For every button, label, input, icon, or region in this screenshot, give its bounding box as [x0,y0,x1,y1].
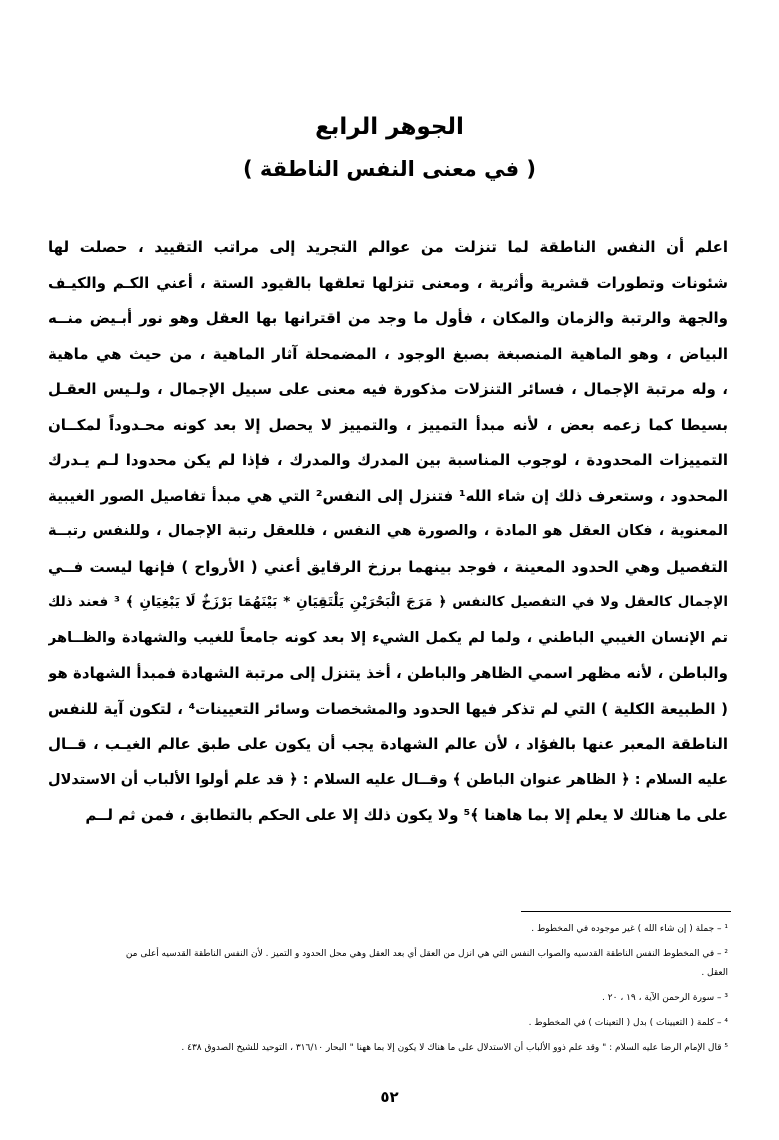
footnote-3: ³ – سورة الرحمن الآية ، ١٩ ، ٢٠ . [602,993,728,1003]
body-line: البياض ، وهو الماهية المنصبغة بصبغ الوجود ، المضمحلة آثار الماهية ، من حيث هي ماهية [48,344,728,363]
body-line: التمييزات المحدودة ، لوجوب المناسبة بين المدرك والمدرك ، فإذا لم يكن محدودا لـم يـدرك [48,451,728,469]
footnotes [48,920,728,1058]
page-number: ٥٢ [380,1088,399,1106]
footnote-2: ² – في المخطوط النفس الناطقة القدسيه والصواب النفس التي هي انزل من العقل أي بعد العقل وهي محل الحدود و التميز . لأن النفس الناطقة القدسيه أعلى من [125,949,728,959]
footnote-5: ⁵ قال الإمام الرضا عليه السلام : " وقد علم ذوو الألباب أن الاستدلال على ما هناك لا يكون إلا بما ههنا " البحار ٣١٦/١٠ ، التوحيد للشيخ الصدوق ٤٣٨ . [181,1043,728,1053]
footnote-divider [521,911,731,912]
body-line: بسيطا كما زعمه بعض ، لأنه مبدأ التمييز ، والتمييز لا يحصل إلا بعد كونه محـدوداً لمكــان [48,415,728,434]
body-line: تم الإنسان الغيبي الباطني ، ولما لم يكمل الشيء إلا بعد كونه جامعاً للغيب والشهادة والظــاهر [48,629,728,646]
body-line: المحدود ، وستعرف ذلك إن شاء الله¹ فتنزل إلى النفس² التي هي مبدأ تفاصيل الصور الغيبية [48,486,728,505]
body-line-quran-verse: الإجمال كالعقل ولا في التفصيل كالنفس ﴿ مَرَجَ الْبَحْرَيْنِ يَلْتَقِيَانِ * بَيْنَهُمَا بَرْزَخٌ لَا يَبْغِيَانِ ﴾ ³ فعند ذلك [48,594,728,610]
body-line: اعلم أن النفس الناطقة لما تنزلت من عوالم التجريد إلى مراتب التقييد ، حصلت لها [48,238,728,256]
body-line: ( الطبيعة الكلية ) التي لم تذكر فيها الحدود والمشخصات وسائر التعيينات⁴ ، لتكون آية للنفس [48,699,728,718]
body-line: ، وله مرتبة الإجمال ، فسائر التنزلات مذكورة فيه معنى على سبيل الإجمال ، ولـيس العقـل [48,380,728,398]
footnote-2-continued: العقل . [701,968,728,978]
chapter-title: الجوهر الرابع [315,114,464,140]
body-line: التفصيل وهي الحدود المعينة ، فوجد بينهما برزخ الرقايق أعني ( الأرواح ) فإنها ليست فــي [48,557,728,576]
body-line: والباطن ، لأنه مظهر اسمي الظاهر والباطن ، أخذ يتنزل إلى مرتبة الشهادة فمبدأ الشهادة هو [48,664,728,682]
footnote-1: ¹ – جملة ( إن شاء الله ) غير موجوده في المخطوط . [531,924,728,934]
body-line: شئونات وتطورات قشرية وأثرية ، ومعنى تنزلها تعلقها بالقيود الستة ، أعني الكـم والكيـف [48,273,728,292]
footnote-4: ⁴ – كلمة ( التعيينات ) بدل ( التعينات ) في المخطوط . [528,1018,728,1028]
body-line: عليه السلام : ﴿ الظاهر عنوان الباطن ﴾ وقــال عليه السلام : ﴿ قد علم أولوا الألباب أن الاستدلال [48,771,728,788]
body-line: المعنوية ، فكان العقل هو المادة ، والصورة هي النفس ، فللعقل رتبة الإجمال ، وللنفس رتبــة [48,523,728,539]
body-line: على ما هنالك لا يعلم إلا بما هاهنا ﴾⁵ ولا يكون ذلك إلا على الحكم بالتطابق ، فمن ثم لــم [85,806,728,824]
chapter-subtitle: ( في معنى النفس الناطقة ) [242,157,537,181]
body-line: الناطقة المعبر عنها بالفؤاد ، لأن عالم الشهادة يجب أن يكون على طبق عالم الغيـب ، قــال [48,735,728,753]
body-line: والجهة والرتبة والزمان والمكان ، فأول ما وجد من اقترانها بها العقل وهو نور أبـيض منــه [48,309,728,327]
body-text [48,230,728,834]
